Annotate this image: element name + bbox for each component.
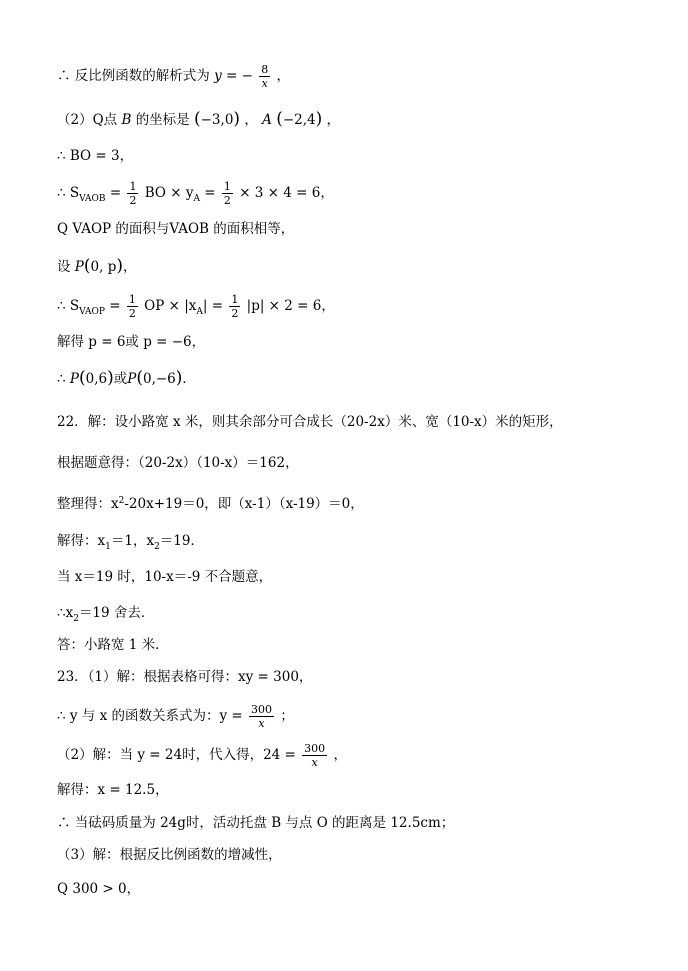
variable: y [214,68,222,84]
answer-line: ∴ 当砝码质量为 24g时，活动托盘 B 与点 O 的距离是 12.5cm； [57,815,455,831]
coordinate: 0, p [90,259,117,275]
text-segment: ， [276,68,291,84]
answer-line-point-b [57,109,340,130]
text-segment: = − [226,68,258,84]
variable: P [69,371,79,387]
fraction [259,63,270,90]
text-segment: ∴ [57,371,70,387]
subscript: A [196,307,203,317]
subscript: VAOB [79,194,106,204]
fraction-denominator: x [311,756,318,769]
text-segment: |p| × 2 = 6， [246,298,335,314]
paren-open: ( [193,109,201,129]
fraction [249,703,274,730]
fraction-denominator: x [261,77,268,90]
text-segment: 设 [57,259,71,275]
text-segment: -20x+19＝0，即（x-1）（x-19）＝0， [124,496,364,512]
text-segment: ∴ y 与 x 的函数关系式为：y = [57,708,248,724]
answer-line: Q 300 > 0， [57,881,141,897]
text-segment: （2）Q点 [57,112,118,128]
paren-open: ( [83,256,91,276]
answer-line: （3）解：根据反比例函数的增减性， [57,847,282,863]
subscript: 2 [73,614,79,624]
answer-line-conclusion-p [57,368,196,389]
fraction [127,180,138,207]
answer-line: 解得 p = 6或 p = −6， [57,334,206,350]
text-segment: 整理得：x [57,496,119,512]
text-segment: ； [280,708,294,724]
answer-line: 答：小路宽 1 米． [57,637,169,653]
text-segment: 的坐标是 [135,112,190,128]
fraction [302,742,327,769]
text-segment: × 3 × 4 = 6， [239,185,334,201]
text-segment: ∴x [57,605,74,621]
fraction-denominator: x [258,717,265,730]
fraction [229,293,240,320]
fraction-numerator: 1 [223,180,231,193]
answer-line-substitute [57,742,347,769]
answer-line-inverse-function [57,63,290,90]
subscript: 1 [105,542,111,552]
variable: A [262,112,272,128]
text-segment: ＝1，x [110,533,155,549]
variable: B [121,112,132,128]
text-segment: = [109,185,126,201]
text-segment: ＝19． [159,533,204,549]
text-segment: ． [182,371,196,387]
text-segment: OP × |x [144,298,197,314]
answer-line-problem-22: 22．解：设小路宽 x 米，则其余部分可合成长（20-2x）米、宽（10-x）米的矩形， [57,414,563,430]
text-segment: ， [123,259,137,275]
text-segment: ∴ S [57,185,80,201]
text-segment: ， [326,112,341,128]
answer-line-relation [57,703,294,730]
fraction-numerator: 300 [304,742,326,755]
answer-line-problem-23: 23．（1）解：根据表格可得：xy = 300， [57,669,313,685]
answer-line: 解得：x = 12.5， [57,782,169,798]
answer-line: 根据题意得：（20-2x）（10-x）＝162， [57,455,299,471]
text-segment: ＝19 舍去． [78,605,155,621]
fraction-numerator: 1 [128,293,136,306]
fraction-denominator: 2 [129,194,137,207]
paren-close: ) [315,109,323,129]
superscript: 2 [118,496,125,506]
fraction-numerator: 300 [251,703,273,716]
text-segment: （2）解：当 y = 24时，代入得，24 = [57,747,301,763]
fraction-denominator: 2 [128,307,136,320]
subscript: 2 [154,542,160,552]
paren-open: ( [136,368,143,388]
variable: P [127,371,137,387]
text-segment: ∴ 反比例函数的解析式为 [57,68,210,84]
paren-close: ) [107,368,114,388]
text-segment: = [109,298,125,314]
paren-close: ) [116,256,123,276]
paren-close: ) [175,368,183,388]
fraction [127,293,138,320]
coordinate: 0,6 [85,371,108,387]
text-segment: ， [244,112,258,128]
answer-line-let-p [57,256,137,277]
coordinate: −3,0 [200,112,234,128]
fraction-numerator: 1 [129,180,137,193]
variable: P [74,259,84,275]
answer-line-area-aop [57,293,335,320]
subscript: A [193,194,200,204]
paren-open: ( [78,368,86,388]
fraction-numerator: 8 [261,63,269,76]
answer-line: Q VAOP 的面积与VAOB 的面积相等， [57,221,295,237]
text-segment: = [204,185,220,201]
paren-open: ( [276,109,283,129]
fraction [222,180,233,207]
text-segment: 或 [113,371,128,387]
text-segment: ， [333,747,347,763]
text-segment: BO × y [144,185,194,201]
text-segment: ∴ S [57,298,80,314]
subscript: VAOP [79,307,105,317]
fraction-denominator: 2 [223,194,231,207]
fraction-denominator: 2 [231,307,239,320]
answer-line-discard [57,603,154,625]
answer-line-area-aob [57,180,334,207]
answer-line: ∴ BO = 3， [57,148,134,164]
text-segment: 解得：x [57,533,106,549]
coordinate: −2,4 [282,112,316,128]
fraction-numerator: 1 [231,293,239,306]
answer-line: 当 x＝19 时，10-x＝-9 不合题意， [57,569,273,585]
answer-line-simplify [57,494,364,516]
coordinate: 0,−6 [142,371,176,387]
answer-line-solve [57,531,204,553]
paren-close: ) [233,109,241,129]
text-segment: | = [202,298,228,314]
